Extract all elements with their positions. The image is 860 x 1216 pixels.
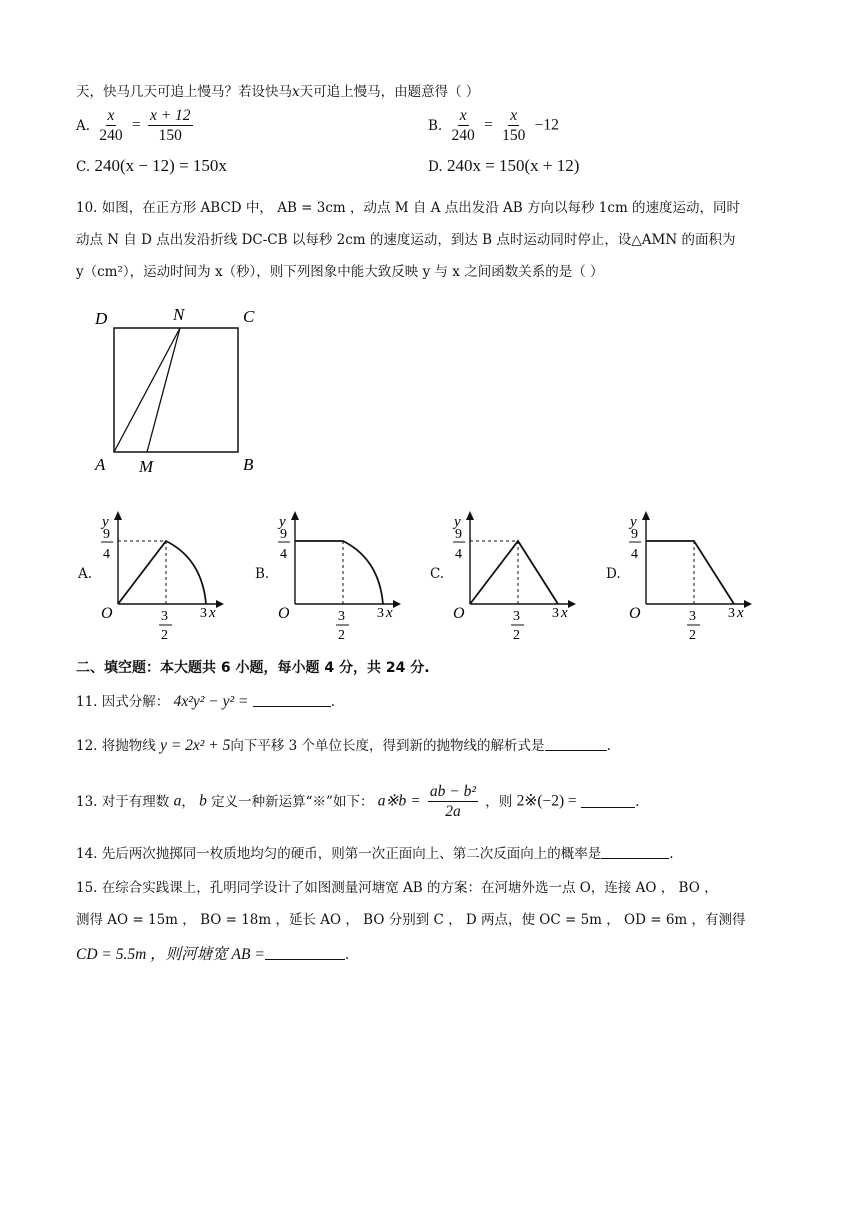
function-curve — [118, 541, 206, 604]
x-axis-label: x — [737, 605, 744, 621]
label-b: B — [243, 455, 254, 474]
label-a: A — [95, 455, 106, 474]
x-axis-arrow — [216, 600, 224, 608]
y-tick-den: 4 — [280, 547, 287, 562]
y-tick-den: 4 — [455, 547, 462, 562]
y-tick-den: 4 — [631, 547, 638, 562]
x-tick-den: 2 — [161, 628, 168, 643]
q10-line1: 10. 如图，在正方形 ABCD 中， AB = 3cm ，动点 M 自 A 点出发沿 AB 方向以每秒 1cm 的速度运动，同时 — [76, 200, 741, 216]
q15-answer-blank[interactable] — [265, 947, 345, 960]
x-end-label: 3 — [552, 606, 559, 621]
q9-option-d[interactable]: D. 240x = 150(x + 12) — [428, 156, 580, 175]
y-axis-label: y — [279, 514, 286, 530]
q14: 14. 先后两次抛掷同一枚质地均匀的硬币，则第一次正面向上、第二次反面向上的概率是 . — [76, 846, 674, 862]
x-tick-den: 2 — [513, 628, 520, 643]
square-figure — [85, 300, 275, 480]
graph-c[interactable] — [448, 508, 578, 643]
graph-a[interactable] — [96, 508, 226, 643]
q9-option-b[interactable]: B. $\frac{x}{240}$ = $\frac{x}{150}$ −12 — [428, 107, 559, 145]
q13-answer-blank[interactable] — [581, 795, 635, 808]
graph-d[interactable] — [624, 508, 754, 643]
origin-label: O — [278, 605, 290, 622]
x-tick-num: 3 — [513, 609, 520, 624]
origin-label: O — [629, 605, 641, 622]
q11: 11. 因式分解： 4x²y² − y² = . — [76, 693, 336, 710]
y-tick-num: 9 — [631, 527, 638, 542]
x-end-label: 3 — [377, 606, 384, 621]
y-axis-label: y — [102, 514, 109, 530]
q9-option-c[interactable]: C. 240(x − 12) = 150x — [76, 156, 227, 175]
graph-option-b-label[interactable]: B. — [255, 566, 270, 582]
x-axis-arrow — [393, 600, 401, 608]
origin-label: O — [453, 605, 465, 622]
function-curve — [470, 541, 558, 604]
graph-option-d-label[interactable]: D. — [606, 566, 621, 582]
y-axis-label: y — [630, 514, 637, 530]
x-axis-arrow — [744, 600, 752, 608]
graph-option-a-label[interactable]: A. — [78, 566, 93, 582]
x-end-label: 3 — [200, 606, 207, 621]
q15-line3: CD = 5.5m ，则河塘宽 AB = . — [76, 946, 350, 963]
graph-option-c-label[interactable]: C. — [430, 566, 445, 582]
label-n: N — [173, 305, 185, 324]
y-tick-num: 9 — [103, 527, 110, 542]
square-abcd — [114, 328, 238, 452]
x-tick-num: 3 — [338, 609, 345, 624]
x-end-label: 3 — [728, 606, 735, 621]
x-tick-den: 2 — [689, 628, 696, 643]
label-c: C — [243, 307, 255, 326]
function-curve — [295, 541, 383, 604]
x-tick-num: 3 — [161, 609, 168, 624]
q13: 13. 对于有理数 a， b 定义一种新运算“※”如下： a※b = $\frac{\text{ab − b²}}{2a}$ ，则 2※(−2) = . — [76, 783, 640, 821]
q15-line1: 15. 在综合实践课上，孔明同学设计了如图测量河塘宽 AB 的方案：在河塘外选一点 O，连接 AO ， BO ， — [76, 880, 718, 896]
label-d: D — [95, 309, 108, 328]
y-axis-label: y — [454, 514, 461, 530]
x-tick-den: 2 — [338, 628, 345, 643]
q12-answer-blank[interactable] — [545, 738, 607, 751]
segment-mn — [147, 328, 180, 452]
q11-answer-blank[interactable] — [253, 694, 331, 707]
y-tick-num: 9 — [280, 527, 287, 542]
y-axis-arrow — [642, 511, 650, 520]
segment-an — [114, 328, 180, 452]
y-axis-arrow — [466, 511, 474, 520]
y-axis-arrow — [114, 511, 122, 520]
y-tick-den: 4 — [103, 547, 110, 562]
section-title: 二、填空题：本大题共 6 小题，每小题 4 分，共 24 分. — [76, 660, 430, 676]
q14-answer-blank[interactable] — [601, 846, 669, 859]
q15-line2: 测得 AO = 15m ， BO = 18m ，延长 AO ， BO 分别到 C ， D 两点，使 OC = 5m ， OD = 6m ，有测得 — [76, 912, 746, 928]
x-axis-arrow — [568, 600, 576, 608]
q12: 12. 将抛物线 y = 2x² + 5向下平移 3 个单位长度，得到新的抛物线的解析式是 . — [76, 737, 611, 754]
x-axis-label: x — [209, 605, 216, 621]
function-curve — [646, 541, 734, 604]
q9-stem: 天，快马几天可追上慢马？若设快马x天可追上慢马，由题意得（ ） — [76, 84, 480, 100]
y-axis-arrow — [291, 511, 299, 520]
origin-label: O — [101, 605, 113, 622]
q10-line3: y（cm²），运动时间为 x（秒），则下列图象中能大致反映 y 与 x 之间函数关系的是（ ） — [76, 264, 604, 280]
label-m: M — [139, 457, 154, 476]
graph-b[interactable] — [273, 508, 403, 643]
x-tick-num: 3 — [689, 609, 696, 624]
x-axis-label: x — [386, 605, 393, 621]
x-axis-label: x — [561, 605, 568, 621]
q9-option-a[interactable]: A. $\frac{x}{240}$ = $\frac{x + 12}{150}$ — [76, 107, 191, 145]
y-tick-num: 9 — [455, 527, 462, 542]
q10-line2: 动点 N 自 D 点出发沿折线 DC-CB 以每秒 2cm 的速度运动，到达 B 点时运动同时停止，设△AMN 的面积为 — [76, 232, 736, 248]
